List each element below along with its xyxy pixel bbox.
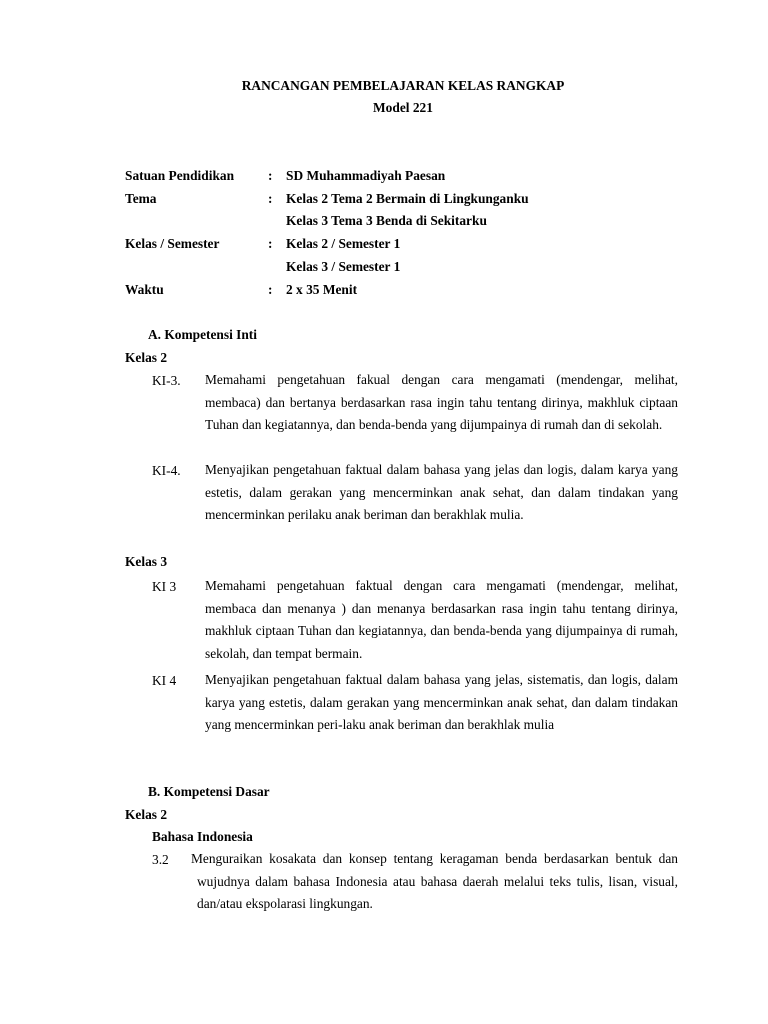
time-value: 2 x 35 Menit: [286, 282, 358, 297]
colon: :: [268, 236, 273, 251]
colon: :: [268, 282, 273, 297]
class-value-2: Kelas 3 / Semester 1: [286, 259, 401, 274]
document-subtitle: Model 221: [373, 100, 433, 115]
theme-value-1: Kelas 2 Tema 2 Bermain di Lingkunganku: [286, 191, 529, 206]
ki-code: KI 3: [152, 579, 177, 594]
class-label: Kelas / Semester: [125, 236, 220, 251]
colon: :: [268, 191, 273, 206]
ki-code: KI-4.: [152, 463, 181, 478]
ki-text: Memahami pengetahuan faktual dengan cara mengamati (mendengar, melihat, membaca dan menanya ) dan menanya berdasarkan rasa ingin tahu tentang dirinya, makhluk ciptaan Tuhan dan kegiatannya, dan benda-benda yang dijumpainya di rumah, sekolah, dan tempat bermain.: [205, 578, 678, 662]
kelas-2-label: Kelas 2: [125, 807, 168, 822]
class-value-1: Kelas 2 / Semester 1: [286, 236, 401, 251]
ki-text: Menyajikan pengetahuan faktual dalam bahasa yang jelas dan logis, dalam karya yang estetis, dalam gerakan yang mencerminkan anak sehat, dan dalam tindakan yang mencerminkan perilaku anak beriman dan berakhlak mulia.: [205, 462, 678, 523]
time-label: Waktu: [125, 282, 164, 297]
ki-code: KI-3.: [152, 373, 181, 388]
kelas-3-label: Kelas 3: [125, 554, 168, 569]
ki-text: Menyajikan pengetahuan faktual dalam bahasa yang jelas, sistematis, dan logis, dalam karya yang estetis, dalam gerakan yang mencerminkan anak sehat, dan dalam tindakan yang mencerminkan peri-laku anak beriman dan berakhlak mulia: [205, 672, 678, 733]
school-label: Satuan Pendidikan: [125, 168, 235, 183]
ki-code: KI 4: [152, 673, 177, 688]
document-title: RANCANGAN PEMBELAJARAN KELAS RANGKAP: [241, 78, 565, 93]
theme-label: Tema: [125, 191, 157, 206]
subject-heading: Bahasa Indonesia: [152, 829, 253, 844]
ki-text: Memahami pengetahuan fakual dengan cara mengamati (mendengar, melihat, membaca) dan bertanya berdasarkan rasa ingin tahu tentang dirinya, makhluk ciptaan Tuhan dan kegiatannya, dan benda-benda yang dijumpainya di rumah dan di sekolah.: [205, 372, 678, 433]
theme-value-2: Kelas 3 Tema 3 Benda di Sekitarku: [286, 213, 487, 228]
section-b-heading: B. Kompetensi Dasar: [148, 784, 270, 799]
kelas-2-label: Kelas 2: [125, 350, 168, 365]
kd-text: Menguraikan kosakata dan konsep tentang keragaman benda berdasarkan bentuk dan wujudnya dalam bahasa Indonesia atau bahasa daerah melalui teks tulis, lisan, visual, dan/atau ekspolarasi lingkungan.: [191, 851, 678, 912]
school-value: SD Muhammadiyah Paesan: [286, 168, 446, 183]
section-a-heading: A. Kompetensi Inti: [148, 327, 257, 342]
colon: :: [268, 168, 273, 183]
kd-code: 3.2: [152, 852, 169, 867]
